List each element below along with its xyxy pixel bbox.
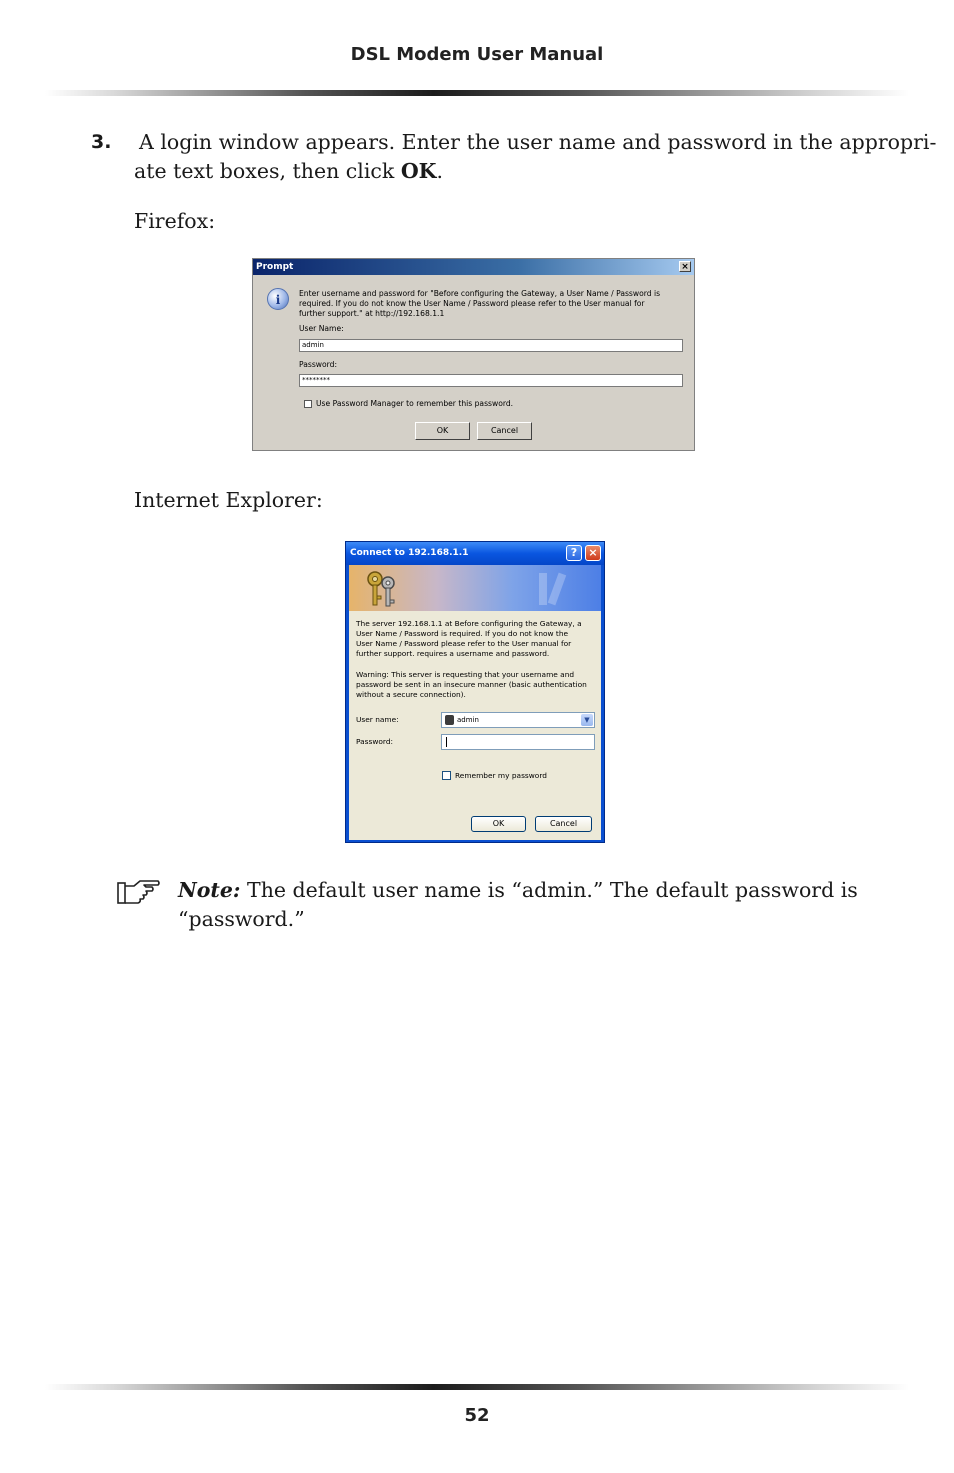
ie-ok-button[interactable]: OK	[471, 816, 526, 832]
firefox-message-line1: Enter username and password for "Before configuring the Gateway, a User Name / Password is	[299, 289, 661, 298]
ie-message-line2: User Name / Password is required. If you do not know the	[356, 629, 569, 638]
ie-label: Internet Explorer:	[134, 488, 323, 512]
firefox-ok-button[interactable]: OK	[415, 422, 470, 440]
keys-icon	[363, 568, 403, 610]
text-cursor	[446, 737, 447, 747]
pointing-hand-icon	[116, 877, 160, 907]
firefox-prompt-dialog	[252, 258, 695, 451]
firefox-password-label: Password:	[299, 360, 338, 369]
ie-remember-checkbox[interactable]	[442, 771, 451, 780]
ie-dialog-body	[349, 565, 601, 840]
ie-message-line1: The server 192.168.1.1 at Before configuring the Gateway, a	[356, 619, 582, 628]
firefox-password-input[interactable]: ********	[299, 374, 683, 387]
firefox-message-line3: further support." at http://192.168.1.1	[299, 309, 445, 318]
user-icon	[445, 715, 454, 725]
ie-username-label: User name:	[356, 715, 399, 724]
page-number: 52	[464, 1405, 490, 1426]
ie-message-line4: further support. requires a username and password.	[356, 649, 550, 658]
firefox-label: Firefox:	[134, 209, 216, 233]
ie-username-value: admin	[457, 716, 479, 724]
step-number: 3.	[91, 131, 112, 153]
firefox-username-input[interactable]: admin	[299, 339, 683, 352]
ie-warning-line3: without a secure connection).	[356, 690, 466, 699]
ie-warning-line1: Warning: This server is requesting that your username and	[356, 670, 575, 679]
firefox-dialog-title: Prompt	[256, 262, 294, 272]
firefox-remember-checkbox[interactable]	[304, 400, 312, 408]
ie-dialog-titlebar	[346, 542, 604, 565]
note-label: Note:	[178, 878, 241, 902]
note-line1: Note: The default user name is “admin.” The default password is	[178, 878, 858, 902]
step-text-line1: A login window appears. Enter the user name and password in the appropri-	[139, 130, 937, 154]
note-line2: “password.”	[178, 907, 305, 931]
ie-message-line3: User Name / Password please refer to the User manual for	[356, 639, 572, 648]
ie-connect-dialog	[345, 541, 605, 843]
firefox-message-line2: required. If you do not know the User Name / Password please refer to the User manual for	[299, 299, 645, 308]
firefox-username-label: User Name:	[299, 324, 344, 333]
firefox-cancel-button[interactable]: Cancel	[477, 422, 532, 440]
header-rule	[45, 90, 909, 96]
watermark-keys-icon	[531, 569, 571, 609]
firefox-remember-label: Use Password Manager to remember this password.	[316, 399, 514, 408]
ie-cancel-button[interactable]: Cancel	[535, 816, 592, 832]
close-icon[interactable]: ×	[585, 545, 601, 561]
chevron-down-icon[interactable]: ▼	[581, 714, 593, 726]
footer-rule	[45, 1384, 909, 1390]
ie-remember-label: Remember my password	[455, 771, 547, 780]
ie-dialog-title: Connect to 192.168.1.1	[350, 548, 469, 558]
ie-password-input[interactable]	[441, 734, 595, 750]
ie-warning-line2: password be sent in an insecure manner (basic authentication	[356, 680, 587, 689]
ie-banner	[349, 565, 601, 611]
ie-username-combobox[interactable]	[441, 712, 595, 728]
firefox-dialog-titlebar	[253, 259, 694, 275]
step-text-line2: ate text boxes, then click OK.	[134, 159, 444, 183]
ok-emphasis: OK	[400, 159, 437, 183]
close-icon[interactable]: ×	[679, 261, 691, 272]
ie-password-label: Password:	[356, 737, 394, 746]
help-icon[interactable]: ?	[566, 545, 582, 561]
info-icon: i	[267, 288, 289, 310]
running-header: DSL Modem User Manual	[350, 44, 604, 65]
